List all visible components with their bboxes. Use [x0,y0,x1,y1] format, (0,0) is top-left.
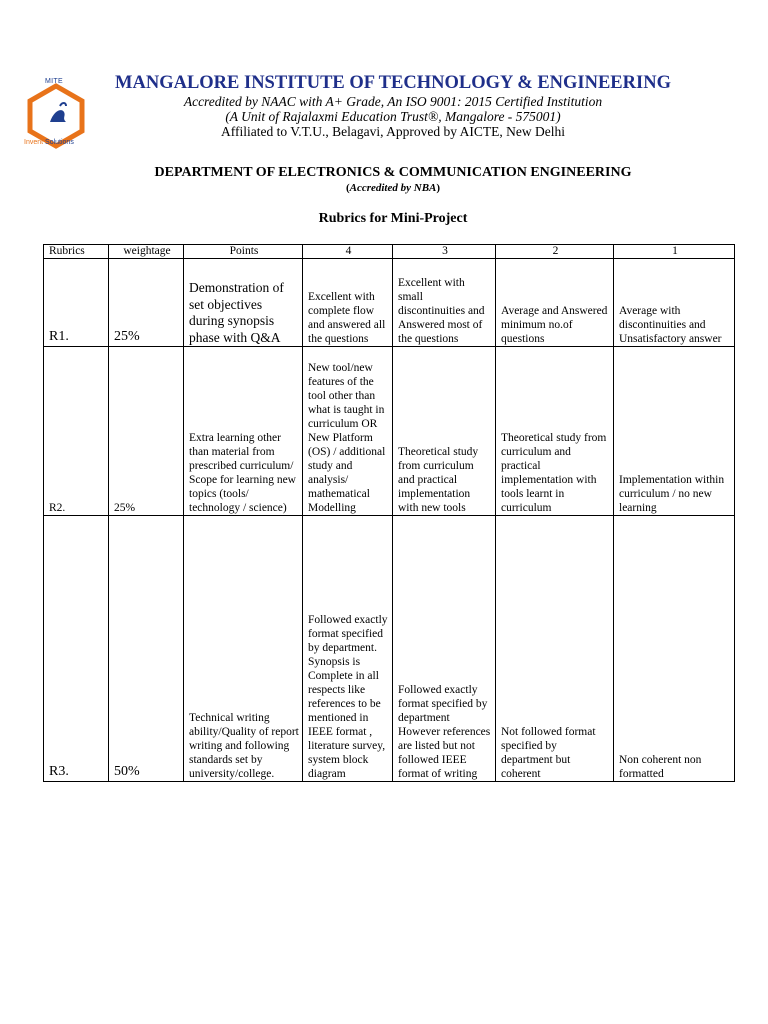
rubrics-table [43,244,735,782]
rubric-id: R1. [44,259,109,347]
score-3-cell: Followed exactly format specified by department However references are listed but not followed IEEE format of writing [393,516,496,782]
logo-tagline: Invent Solutions [24,139,74,146]
table-row [44,347,735,516]
score-4-cell: New tool/new features of the tool other than what is taught in curriculum OR New Platform (OS) / additional study and analysis/ mathematical Modelling [303,347,393,516]
header-score-1: 1 [614,245,735,259]
score-4-cell: Excellent with complete flow and answered all the questions [303,259,393,347]
header-weightage: weightage [109,245,184,259]
document-title: Rubrics for Mini-Project [318,211,468,226]
accreditation-line: Accredited by NAAC with A+ Grade, An ISO 9001: 2015 Certified Institution [183,94,603,109]
score-1-cell: Implementation within curriculum / no new learning [614,347,735,516]
score-4-cell: Followed exactly format specified by department. Synopsis is Complete in all respects like references to be mentioned in IEEE format , literature survey, system block diagram [303,516,393,782]
score-1-cell: Non coherent non formatted [614,516,735,782]
rubric-id: R3. [44,516,109,782]
header-score-2: 2 [496,245,614,259]
rubric-weightage: 25% [109,347,184,516]
score-2-cell: Theoretical study from curriculum and practical implementation with tools learnt in curriculum [496,347,614,516]
table-header-row [44,245,735,259]
header-rubrics: Rubrics [44,245,109,259]
score-3-cell: Theoretical study from curriculum and practical implementation with new tools [393,347,496,516]
affiliation-line: Affiliated to V.T.U., Belagavi, Approved by AICTE, New Delhi [221,124,565,139]
logo-text: MITE [45,78,63,85]
score-2-cell: Average and Answered minimum no.of questions [496,259,614,347]
department-name: DEPARTMENT OF ELECTRONICS & COMMUNICATION ENGINEERING [154,165,632,180]
institute-name: MANGALORE INSTITUTE OF TECHNOLOGY & ENGINEERING [115,73,671,93]
table-row [44,259,735,347]
score-3-cell: Excellent with small discontinuities and Answered most of the questions [393,259,496,347]
rubric-weightage: 25% [109,259,184,347]
header-score-3: 3 [393,245,496,259]
score-1-cell: Average with discontinuities and Unsatisfactory answer [614,259,735,347]
table-row [44,516,735,782]
header-score-4: 4 [303,245,393,259]
rubric-id: R2. [44,347,109,516]
trust-line: (A Unit of Rajalaxmi Education Trust®, Mangalore - 575001) [225,109,561,124]
rubric-weightage: 50% [109,516,184,782]
rubric-points: Extra learning other than material from prescribed curriculum/ Scope for learning new topics (tools/ technology / science) [184,347,303,516]
rubric-points: Technical writing ability/Quality of report writing and following standards set by university/college. [184,516,303,782]
rubric-points: Demonstration of set objectives during synopsis phase with Q&A [184,259,303,347]
header-points: Points [184,245,303,259]
score-2-cell: Not followed format specified by department but coherent [496,516,614,782]
nba-accreditation: (Accredited by NBA) [345,182,441,194]
